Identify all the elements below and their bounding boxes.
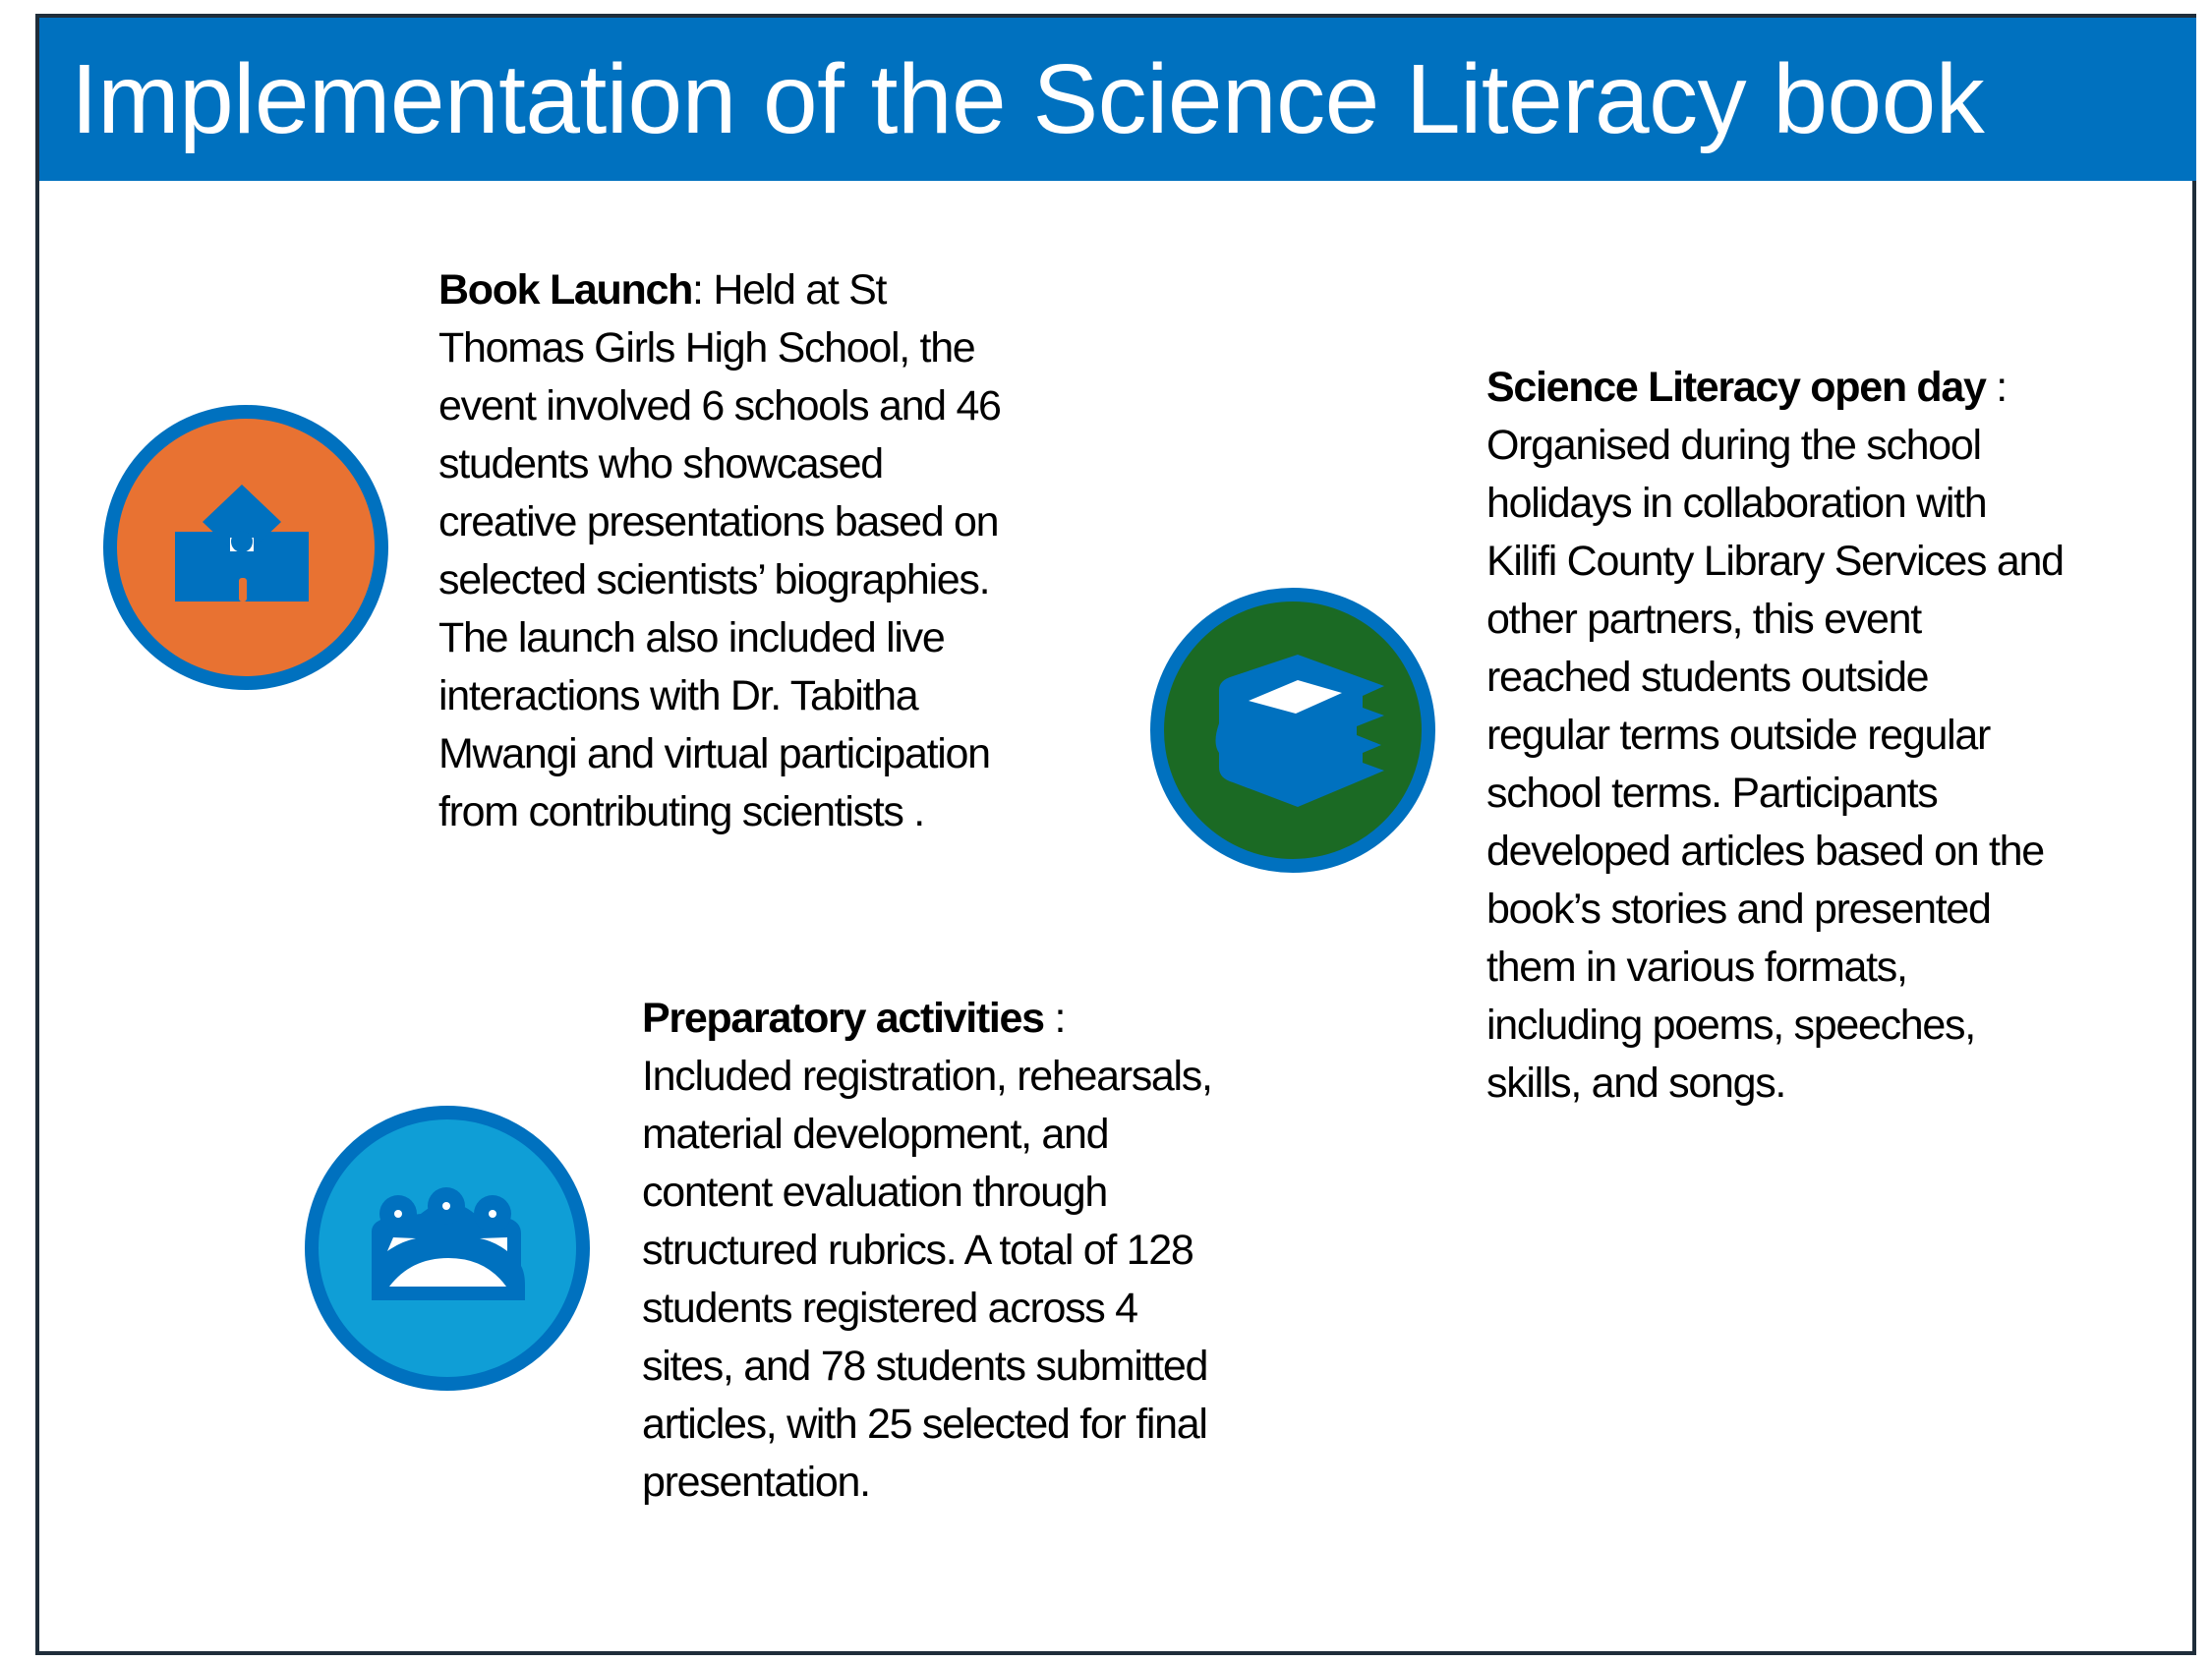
book-launch-line: selected scientists’ biographies. bbox=[438, 556, 990, 603]
book-launch-line: interactions with Dr. Tabitha bbox=[438, 672, 918, 719]
preparatory-line: content evaluation through bbox=[642, 1169, 1108, 1216]
book-launch-line: Held at St bbox=[713, 266, 887, 314]
school-icon bbox=[101, 403, 390, 692]
open-day-line: holidays in collaboration with bbox=[1486, 480, 1987, 527]
preparatory-line: articles, with 25 selected for final bbox=[642, 1401, 1207, 1448]
book-launch-text: Book Launch: Held at St Thomas Girls High School, the event involved 6 schools and 46 students who showcased creative presentations based on selected scientists’ biographies. The launch also included live interactions with Dr. Tabitha Mwangi and virtual participation from contributing scientists . bbox=[438, 261, 1001, 841]
preparatory-text: Preparatory activities : Included registration, rehearsals, material development, and content evaluation through structured rubrics. A total of 128 students registered across 4 sites, and 78 students submitted articles, with 25 selected for final presentation. bbox=[642, 990, 1212, 1512]
book-launch-heading: Book Launch bbox=[438, 266, 693, 314]
preparatory-line: sites, and 78 students submitted bbox=[642, 1343, 1208, 1390]
page-title: Implementation of the Science Literacy book bbox=[71, 44, 1985, 154]
open-day-line: developed articles based on the bbox=[1486, 828, 2044, 875]
book-launch-line: Mwangi and virtual participation bbox=[438, 730, 990, 777]
open-day-line: including poems, speeches, bbox=[1486, 1002, 1975, 1049]
preparatory-line: structured rubrics. A total of 128 bbox=[642, 1227, 1193, 1274]
open-day-heading: Science Literacy open day bbox=[1486, 364, 1986, 411]
book-launch-line: event involved 6 schools and 46 bbox=[438, 382, 1001, 430]
preparatory-line: students registered across 4 bbox=[642, 1285, 1137, 1332]
book-icon bbox=[1148, 586, 1437, 875]
open-day-line: other partners, this event bbox=[1486, 596, 1921, 643]
group-icon bbox=[303, 1104, 592, 1393]
preparatory-line: Included registration, rehearsals, bbox=[642, 1053, 1212, 1100]
book-launch-line: from contributing scientists . bbox=[438, 788, 924, 835]
preparatory-heading: Preparatory activities bbox=[642, 995, 1044, 1042]
open-day-line: Organised during the school bbox=[1486, 422, 1981, 469]
book-launch-line: creative presentations based on bbox=[438, 498, 999, 545]
open-day-line: book’s stories and presented bbox=[1486, 886, 1991, 933]
open-day-line: regular terms outside regular bbox=[1486, 712, 1990, 759]
book-launch-line: Thomas Girls High School, the bbox=[438, 324, 975, 372]
open-day-line: Kilifi County Library Services and bbox=[1486, 538, 2064, 585]
open-day-line: them in various formats, bbox=[1486, 944, 1907, 991]
open-day-text: Science Literacy open day : Organised during the school holidays in collaboration with Kilifi County Library Services and other partners, this event reached students outside regular terms outside regular school terms. Participants developed articles based on the book’s stories and presented them in various formats, including poems, speeches, skills, and songs. bbox=[1486, 359, 2064, 1113]
book-launch-line: The launch also included live bbox=[438, 614, 945, 661]
open-day-line: school terms. Participants bbox=[1486, 770, 1938, 817]
open-day-line: reached students outside bbox=[1486, 654, 1929, 701]
book-launch-line: students who showcased bbox=[438, 440, 883, 487]
preparatory-line: presentation. bbox=[642, 1459, 870, 1506]
preparatory-line: material development, and bbox=[642, 1111, 1109, 1158]
open-day-line: skills, and songs. bbox=[1486, 1060, 1786, 1107]
